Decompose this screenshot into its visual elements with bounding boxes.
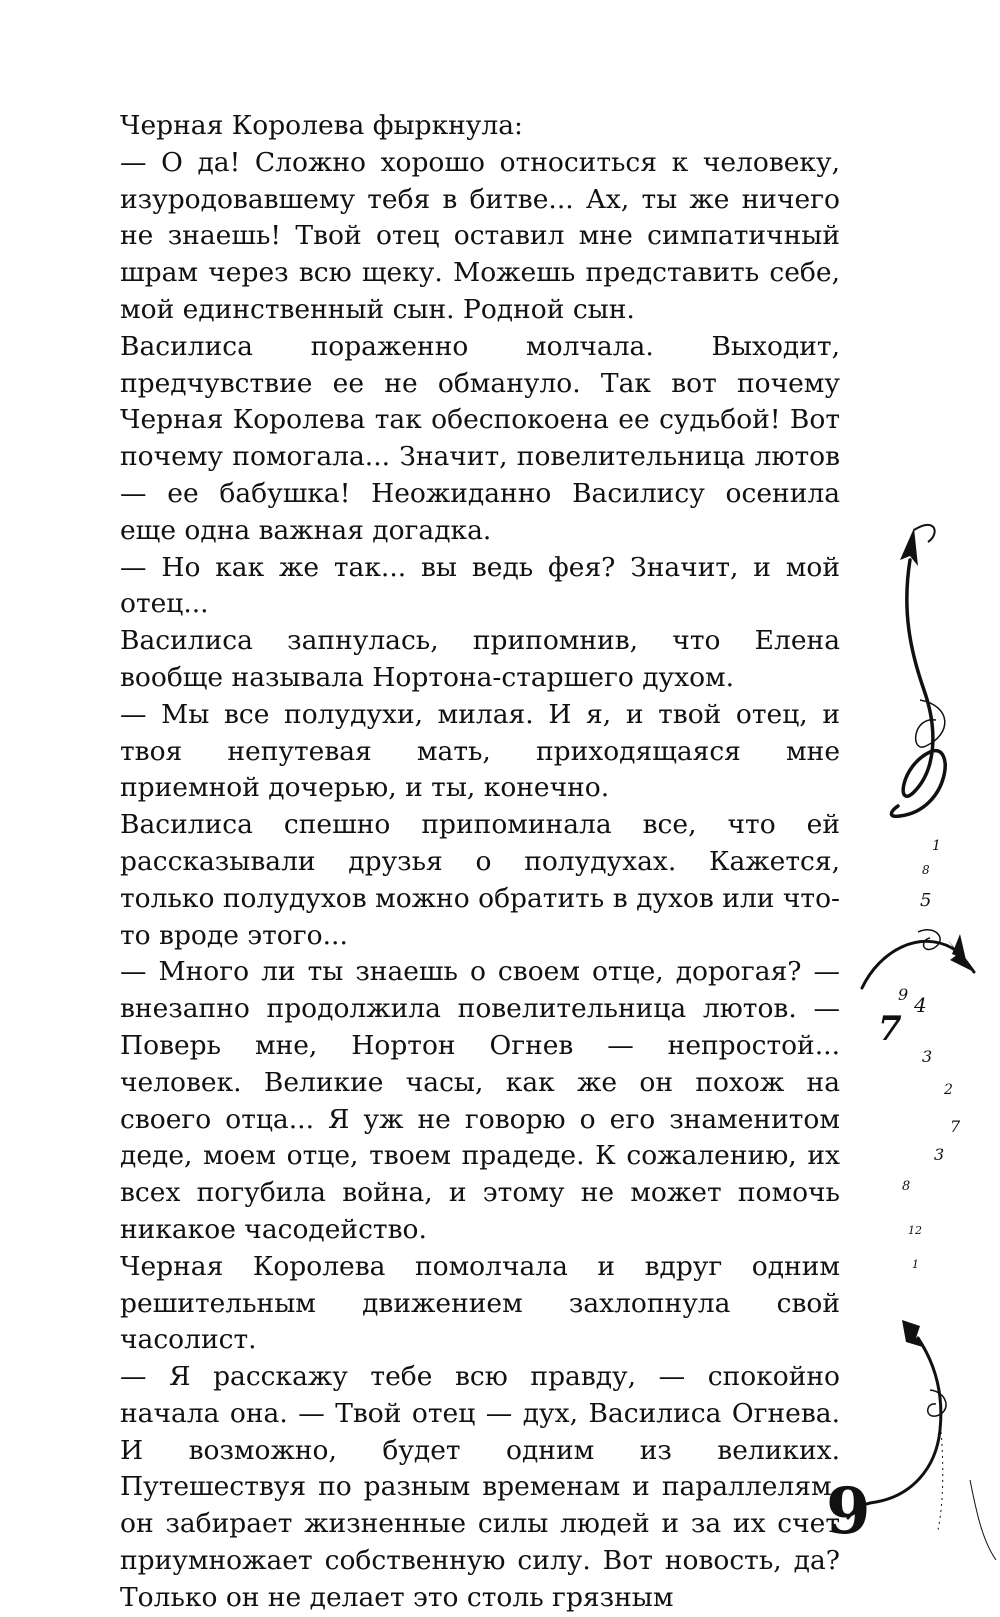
ornament-digit-12: 12 [908,1224,922,1237]
upper-arrow-curl-icon [914,525,935,542]
ornament-digit-10: 3 [934,1145,945,1164]
ornament-digit-2: 8 [922,863,930,877]
paragraph-2: — О да! Сложно хорошо относиться к человеку, изуродовавшему тебя в битве... Ах, ты же ничего не знаешь! Твой отец оставил мне симпатичный шрам через всю щеку. Можешь представить себе, мой единственный сын. Родной сын. [120,146,840,325]
lower-spiral-icon [928,1390,946,1416]
ornament-digit-1: 1 [932,838,941,854]
ornament-digit-5: 4 [914,993,927,1017]
upper-swirl-icon [891,560,945,816]
paragraph-10: — Я расскажу тебе всю правду, — спокойно начала она. — Твой отец — дух, Василиса Огнева. И возможно, будет одним из великих. Путешествуя по разным временам и параллелям, он забирает жизненные силы людей и за их счет приумножает собственную силу. Вот новость, да? Только он не делает это столь грязным [120,1361,840,1613]
paragraph-8: — Много ли ты знаешь о своем отце, дорогая? — внезапно продолжила повелительница лютов. — Поверь мне, Нортон Огнев — непростой... человек. Великие часы, как же он похож на своего отца... Я уж не говорю о его знаменитом деде, моем отце, твоем прадеде. К сожалению, их всех погубила война, и этому не может помочь никакое часодейство. [120,956,840,1245]
page-text [120,108,840,1617]
ornament-digit-13: 1 [912,1258,919,1271]
middle-arrow-tip-icon [952,934,966,960]
lower-tail-line-icon [970,1480,996,1560]
ornament-digit-3: 5 [920,890,932,911]
paragraph-7: Василиса спешно припоминала все, что ей рассказывали друзья о полудухах. Кажется, только полудухов можно обратить в духов или что-то вроде этого... [120,809,840,951]
paragraph-1: Черная Королева фыркнула: [120,110,523,141]
ornament-digit-6: 7 [878,1009,902,1049]
page-number: 9 [826,1474,871,1549]
ornament-digit-4: 9 [898,985,909,1004]
paragraph-4: — Но как же так... вы ведь фея? Значит, и мой отец... [120,551,840,620]
paragraph-9: Черная Королева помолчала и вдруг одним решительным движением захлопнула свой часолист. [120,1250,840,1356]
ornament-digit-11: 8 [902,1179,911,1194]
ornament-digit-7: 3 [922,1047,933,1066]
paragraph-5: Василиса запнулась, припомнив, что Елена вообще называла Нортона-старшего духом. [120,625,840,693]
ornament-digit-8: 2 [944,1082,953,1098]
clock-hands-ornament [840,520,1000,1588]
ornament-digit-9: 7 [950,1117,961,1136]
paragraph-3: Василиса пораженно молчала. Выходит, предчувствие ее не обмануло. Так вот почему Черная Королева так обеспокоена ее судьбой! Вот почему помогала... Значит, повелительница лютов — ее бабушка! Неожиданно Василису осенила еще одна важная догадка. [120,330,840,546]
paragraph-6: — Мы все полудухи, милая. И я, и твой отец, и твоя непутевая мать, приходящаяся мне приемной дочерью, и ты, конечно. [120,698,840,804]
